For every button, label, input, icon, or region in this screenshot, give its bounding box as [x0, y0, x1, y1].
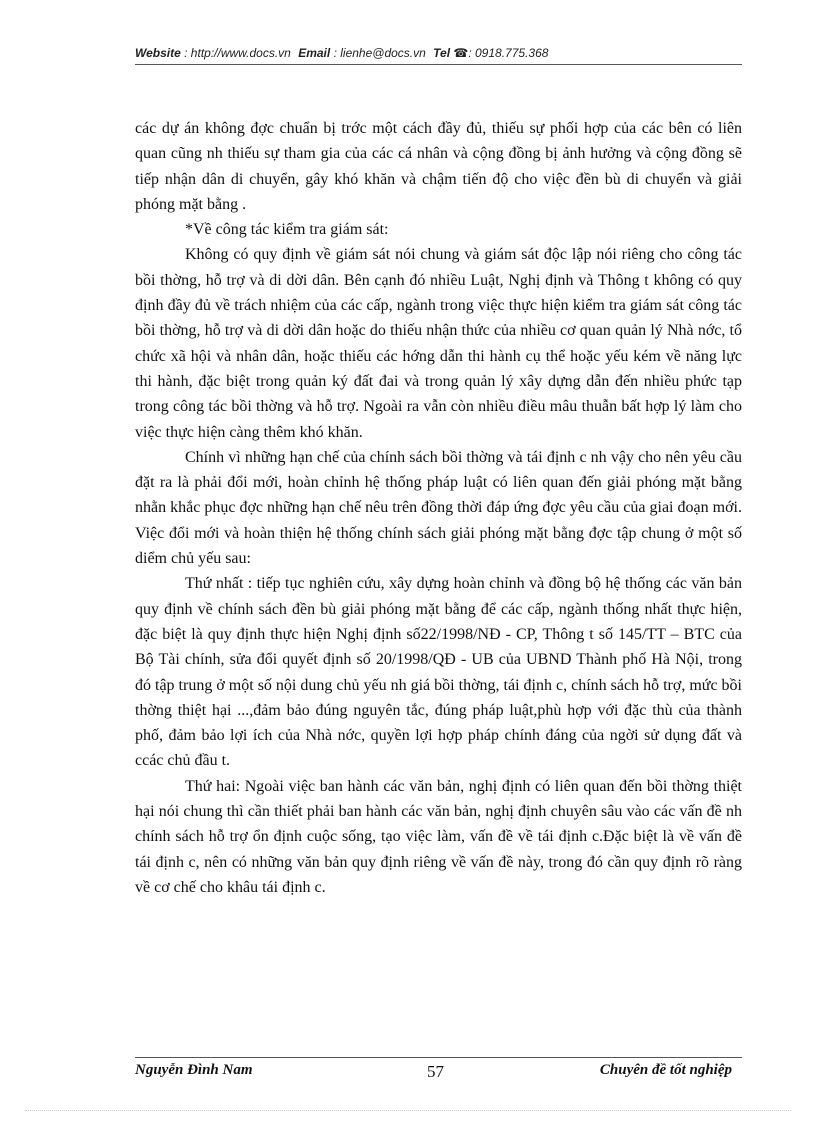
email-label: Email: [298, 46, 331, 60]
website-label: Website: [135, 46, 181, 60]
body-paragraph: Không có quy định về giám sát nói chung và giám sát độc lập nói riêng cho công tác bồi thờng, hỗ trợ và di dời dân. Bên cạnh đó nhiều Luật, Nghị định và Thông t không có quy định đầy đủ về trách nhiệm của các cấp, ngành trong việc thực hiện kiểm tra giám sát công tác bồi thờng, hỗ trợ và di dời dân hoặc do thiếu nhận thức của nhiều cơ quan quản lý Nhà nớc, tổ chức xã hội và nhân dân, hoặc thiếu các hớng dẫn thi hành cụ thể hoặc yếu kém về năng lực thi hành, đặc biệt trong quản ký đất đai và trong quản lý xây dựng dẫn đến nhiều phức tạp trong công tác bồi thờng và hỗ trợ. Ngoài ra vẫn còn nhiều điều mâu thuẫn bất hợp lý làm cho việc thực hiện càng thêm khó khăn.: [135, 246, 742, 441]
page-footer: [135, 1062, 742, 1086]
website-value[interactable]: : http://www.docs.vn: [184, 46, 291, 60]
page-bottom-divider: [25, 1110, 791, 1111]
page-header: [135, 46, 740, 60]
email-value[interactable]: : lienhe@docs.vn: [333, 46, 426, 60]
body-paragraph: Thứ hai: Ngoài việc ban hành các văn bản, nghị định có liên quan đến bồi thờng thiệt hại nói chung thì cần thiết phải ban hành các văn bản, nghị định chuyên sâu vào các vấn đề nh chính sách hỗ trợ ổn định cuộc sống, tạo việc làm, vấn đề về tái định c.Đặc biệt là về vấn đề tái định c, nên có những văn bản quy định riêng về vấn đề này, trong đó cần quy định rõ ràng về cơ chế cho khâu tái định c.: [135, 777, 742, 896]
footer-author: Nguyễn Đình Nam: [135, 1062, 253, 1078]
body-paragraph: *Về công tác kiểm tra giám sát:: [185, 221, 389, 239]
body-paragraph: các dự án không đợc chuẩn bị trớc một cách đầy đủ, thiếu sự phối hợp của các bên có liên quan cũng nh thiếu sự tham gia của các cá nhân và cộng đồng bị ảnh hưởng và cộng đồng sẽ tiếp nhận dân di chuyển, gây khó khăn và chậm tiến độ cho việc đền bù di chuyển và giải phóng mặt bằng .: [135, 120, 742, 213]
body-paragraph: Chính vì những hạn chế của chính sách bồi thờng và tái định c nh vậy cho nên yêu cầu đặt ra là phải đổi mới, hoàn chỉnh hệ thống pháp luật có liên quan đến giải phóng mặt bằng nhằn khắc phục đợc những hạn chế nêu trên đồng thời đáp ứng đợc yêu cầu của giai đoạn mới. Việc đổi mới và hoàn thiện hệ thống chính sách giải phóng mặt bằng đợc tập chung ở một số diểm chủ yếu sau:: [135, 448, 742, 568]
tel-value: : 0918.775.368: [468, 46, 549, 60]
document-body: [135, 116, 742, 900]
footer-divider: [135, 1057, 742, 1058]
phone-icon: ☎: [453, 46, 469, 60]
body-paragraph: Thứ nhất : tiếp tục nghiên cứu, xây dựng hoàn chỉnh và đồng bộ hệ thống các văn bản quy định về chính sách đền bù giải phóng mặt bằng để các cấp, ngành thống nhất thực hiện, đặc biệt là quy định thực hiện Nghị định số22/1998/NĐ - CP, Thông t số 145/TT – BTC của Bộ Tài chính, sửa đổi quyết định số 20/1998/QĐ - UB của UBND Thành phố Hà Nội, trong đó tập trung ở một số nội dung chủ yếu nh giá bồi thờng, tái định c, chính sách hỗ trợ, mức bồi thờng thiệt hại ...,đảm bảo đúng nguyên tắc, đúng pháp luật,phù hợp với đặc thù của thành phố, đảm bảo lợi ích của Nhà nớc, quyền lợi hợp pháp chính đáng của ngời sử dụng đất và ccác chủ đầu t.: [135, 575, 742, 770]
page-number: 57: [427, 1062, 444, 1081]
tel-label: Tel: [433, 46, 451, 60]
header-divider: [135, 64, 742, 65]
footer-thesis-title: Chuyên đề tốt nghiệp: [599, 1062, 732, 1078]
